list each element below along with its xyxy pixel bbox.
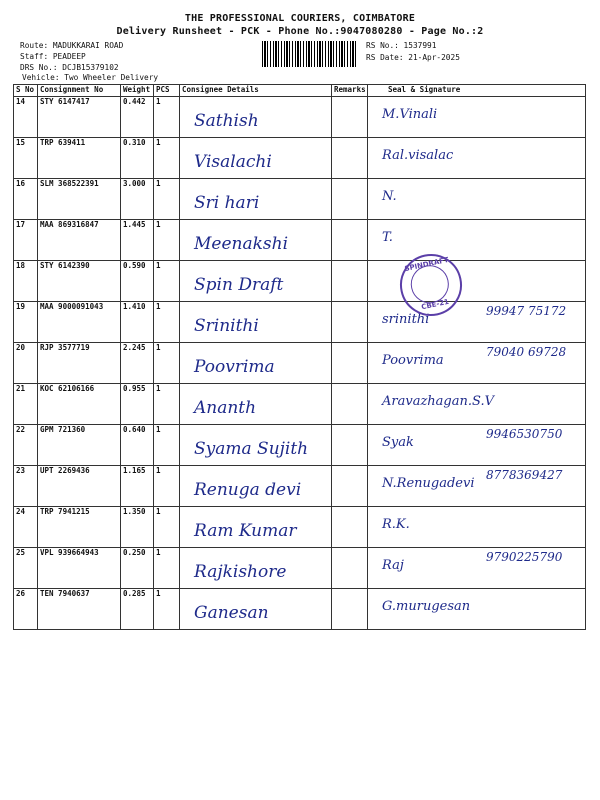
table-row bbox=[14, 507, 586, 548]
cell-consignment-no: MAA 869316847 bbox=[38, 220, 121, 261]
handwritten-consignee: Spin Draft bbox=[194, 275, 284, 295]
cell-weight: 0.250 bbox=[121, 548, 154, 589]
vehicle-label: Vehicle: Two Wheeler Delivery bbox=[22, 73, 159, 82]
handwritten-phone: 9946530750 bbox=[486, 427, 563, 441]
cell-weight: 3.000 bbox=[121, 179, 154, 220]
cell-pcs: 1 bbox=[154, 384, 180, 425]
col-sno: S No bbox=[14, 85, 38, 97]
handwritten-signature: Raj bbox=[382, 558, 404, 573]
cell-sno: 14 bbox=[14, 97, 38, 138]
table-row bbox=[14, 220, 586, 261]
handwritten-signature: M.Vinali bbox=[382, 107, 438, 122]
handwritten-consignee: Renuga devi bbox=[194, 480, 302, 500]
cell-consignee bbox=[180, 261, 332, 302]
cell-sno: 18 bbox=[14, 261, 38, 302]
cell-pcs: 1 bbox=[154, 179, 180, 220]
cell-signature bbox=[368, 466, 586, 507]
table-row bbox=[14, 466, 586, 507]
handwritten-signature: T. bbox=[382, 230, 393, 245]
cell-pcs: 1 bbox=[154, 425, 180, 466]
cell-consignment-no: KOC 62106166 bbox=[38, 384, 121, 425]
table-row bbox=[14, 97, 586, 138]
cell-sno: 22 bbox=[14, 425, 38, 466]
col-consignment: Consignment No bbox=[38, 85, 121, 97]
cell-weight: 0.285 bbox=[121, 589, 154, 630]
cell-signature bbox=[368, 425, 586, 466]
cell-pcs: 1 bbox=[154, 220, 180, 261]
cell-consignee bbox=[180, 507, 332, 548]
cell-consignee bbox=[180, 466, 332, 507]
cell-weight: 1.350 bbox=[121, 507, 154, 548]
cell-weight: 0.442 bbox=[121, 97, 154, 138]
handwritten-signature: G.murugesan bbox=[382, 599, 471, 614]
cell-signature bbox=[368, 220, 586, 261]
cell-remarks bbox=[332, 97, 368, 138]
handwritten-signature: Ral.visalac bbox=[382, 148, 454, 163]
table-header-row bbox=[14, 85, 586, 97]
cell-signature bbox=[368, 97, 586, 138]
cell-sno: 19 bbox=[14, 302, 38, 343]
cell-consignment-no: TRP 7941215 bbox=[38, 507, 121, 548]
cell-pcs: 1 bbox=[154, 138, 180, 179]
page-subtitle: Delivery Runsheet - PCK - Phone No.:9047080280 - Page No.:2 bbox=[116, 26, 484, 37]
cell-sno: 15 bbox=[14, 138, 38, 179]
cell-remarks bbox=[332, 384, 368, 425]
cell-signature bbox=[368, 507, 586, 548]
handwritten-consignee: Meenakshi bbox=[194, 234, 289, 254]
stamp-top-text: SPINDRAFT bbox=[403, 255, 450, 274]
cell-signature bbox=[368, 302, 586, 343]
cell-weight: 1.165 bbox=[121, 466, 154, 507]
handwritten-signature: N.Renugadevi bbox=[382, 476, 475, 491]
cell-consignment-no: VPL 939664943 bbox=[38, 548, 121, 589]
handwritten-signature: Poovrima bbox=[382, 353, 444, 368]
cell-remarks bbox=[332, 425, 368, 466]
drs-label: DRS No.: DCJB15379102 bbox=[20, 63, 119, 72]
cell-signature bbox=[368, 343, 586, 384]
cell-remarks bbox=[332, 507, 368, 548]
cell-consignee bbox=[180, 548, 332, 589]
handwritten-signature: Aravazhagan.S.V bbox=[382, 394, 494, 409]
cell-pcs: 1 bbox=[154, 261, 180, 302]
route-label: Route: MADUKKARAI ROAD bbox=[20, 41, 124, 50]
cell-sno: 17 bbox=[14, 220, 38, 261]
cell-pcs: 1 bbox=[154, 97, 180, 138]
cell-remarks bbox=[332, 220, 368, 261]
cell-consignment-no: STY 6147417 bbox=[38, 97, 121, 138]
cell-consignee bbox=[180, 589, 332, 630]
cell-weight: 0.310 bbox=[121, 138, 154, 179]
cell-sno: 21 bbox=[14, 384, 38, 425]
table-row bbox=[14, 302, 586, 343]
cell-pcs: 1 bbox=[154, 343, 180, 384]
cell-remarks bbox=[332, 343, 368, 384]
handwritten-signature: R.K. bbox=[382, 517, 410, 532]
handwritten-consignee: Ananth bbox=[194, 398, 257, 418]
cell-consignment-no: MAA 9000091043 bbox=[38, 302, 121, 343]
cell-consignee bbox=[180, 138, 332, 179]
handwritten-signature: N. bbox=[382, 189, 397, 204]
cell-weight: 0.590 bbox=[121, 261, 154, 302]
cell-consignee bbox=[180, 179, 332, 220]
handwritten-consignee: Syama Sujith bbox=[194, 439, 309, 459]
stamp-bottom-text: CBE-21 bbox=[420, 297, 450, 312]
cell-weight: 0.640 bbox=[121, 425, 154, 466]
table-row bbox=[14, 138, 586, 179]
cell-consignment-no: SLM 368522391 bbox=[38, 179, 121, 220]
cell-signature bbox=[368, 384, 586, 425]
table-row bbox=[14, 343, 586, 384]
cell-consignment-no: GPM 721360 bbox=[38, 425, 121, 466]
cell-sno: 24 bbox=[14, 507, 38, 548]
cell-consignee bbox=[180, 384, 332, 425]
table-row bbox=[14, 384, 586, 425]
cell-consignment-no: TRP 639411 bbox=[38, 138, 121, 179]
handwritten-consignee: Rajkishore bbox=[194, 562, 287, 582]
table-row bbox=[14, 425, 586, 466]
handwritten-consignee: Sathish bbox=[194, 111, 259, 131]
rs-date-label: RS Date: 21-Apr-2025 bbox=[366, 53, 460, 62]
table-row bbox=[14, 179, 586, 220]
cell-weight: 0.955 bbox=[121, 384, 154, 425]
table-row bbox=[14, 548, 586, 589]
handwritten-phone: 99947 75172 bbox=[486, 304, 567, 318]
handwritten-signature: srinithi bbox=[382, 312, 430, 327]
cell-sno: 23 bbox=[14, 466, 38, 507]
handwritten-signature: Syak bbox=[382, 435, 414, 450]
cell-consignment-no: RJP 3577719 bbox=[38, 343, 121, 384]
cell-pcs: 1 bbox=[154, 302, 180, 343]
staff-label: Staff: PEADEEP bbox=[20, 52, 86, 61]
handwritten-phone: 9790225790 bbox=[486, 550, 563, 564]
cell-pcs: 1 bbox=[154, 507, 180, 548]
cell-remarks bbox=[332, 466, 368, 507]
cell-signature bbox=[368, 138, 586, 179]
cell-sno: 20 bbox=[14, 343, 38, 384]
handwritten-phone: 79040 69728 bbox=[486, 345, 567, 359]
cell-remarks bbox=[332, 138, 368, 179]
cell-remarks bbox=[332, 302, 368, 343]
handwritten-consignee: Srinithi bbox=[194, 316, 259, 336]
cell-consignee bbox=[180, 97, 332, 138]
cell-consignment-no: TEN 7940637 bbox=[38, 589, 121, 630]
handwritten-consignee: Sri hari bbox=[194, 193, 260, 213]
handwritten-consignee: Ganesan bbox=[194, 603, 269, 623]
runsheet-table bbox=[13, 84, 586, 630]
col-consignee: Consignee Details bbox=[180, 85, 332, 97]
handwritten-phone: 8778369427 bbox=[486, 468, 563, 482]
cell-signature bbox=[368, 179, 586, 220]
cell-pcs: 1 bbox=[154, 589, 180, 630]
handwritten-consignee: Visalachi bbox=[194, 152, 272, 172]
cell-weight: 1.445 bbox=[121, 220, 154, 261]
cell-remarks bbox=[332, 179, 368, 220]
rs-no-label: RS No.: 1537991 bbox=[366, 41, 437, 50]
cell-weight: 2.245 bbox=[121, 343, 154, 384]
cell-consignee bbox=[180, 343, 332, 384]
col-remarks: Remarks bbox=[332, 85, 368, 97]
cell-weight: 1.410 bbox=[121, 302, 154, 343]
handwritten-consignee: Poovrima bbox=[194, 357, 275, 377]
col-signature: Seal & Signature bbox=[368, 85, 586, 97]
col-weight: Weight bbox=[121, 85, 154, 97]
cell-consignee bbox=[180, 302, 332, 343]
cell-pcs: 1 bbox=[154, 466, 180, 507]
cell-remarks bbox=[332, 548, 368, 589]
cell-consignee bbox=[180, 220, 332, 261]
cell-remarks bbox=[332, 589, 368, 630]
cell-consignment-no: STY 6142390 bbox=[38, 261, 121, 302]
col-pcs: PCS bbox=[154, 85, 180, 97]
cell-consignee bbox=[180, 425, 332, 466]
table-row bbox=[14, 589, 586, 630]
table-row bbox=[14, 261, 586, 302]
cell-signature bbox=[368, 589, 586, 630]
cell-sno: 25 bbox=[14, 548, 38, 589]
cell-remarks bbox=[332, 261, 368, 302]
handwritten-consignee: Ram Kumar bbox=[194, 521, 297, 541]
cell-pcs: 1 bbox=[154, 548, 180, 589]
cell-signature bbox=[368, 548, 586, 589]
cell-sno: 26 bbox=[14, 589, 38, 630]
barcode bbox=[262, 41, 358, 67]
cell-sno: 16 bbox=[14, 179, 38, 220]
cell-consignment-no: UPT 2269436 bbox=[38, 466, 121, 507]
page-title: THE PROFESSIONAL COURIERS, COIMBATORE bbox=[184, 13, 416, 24]
